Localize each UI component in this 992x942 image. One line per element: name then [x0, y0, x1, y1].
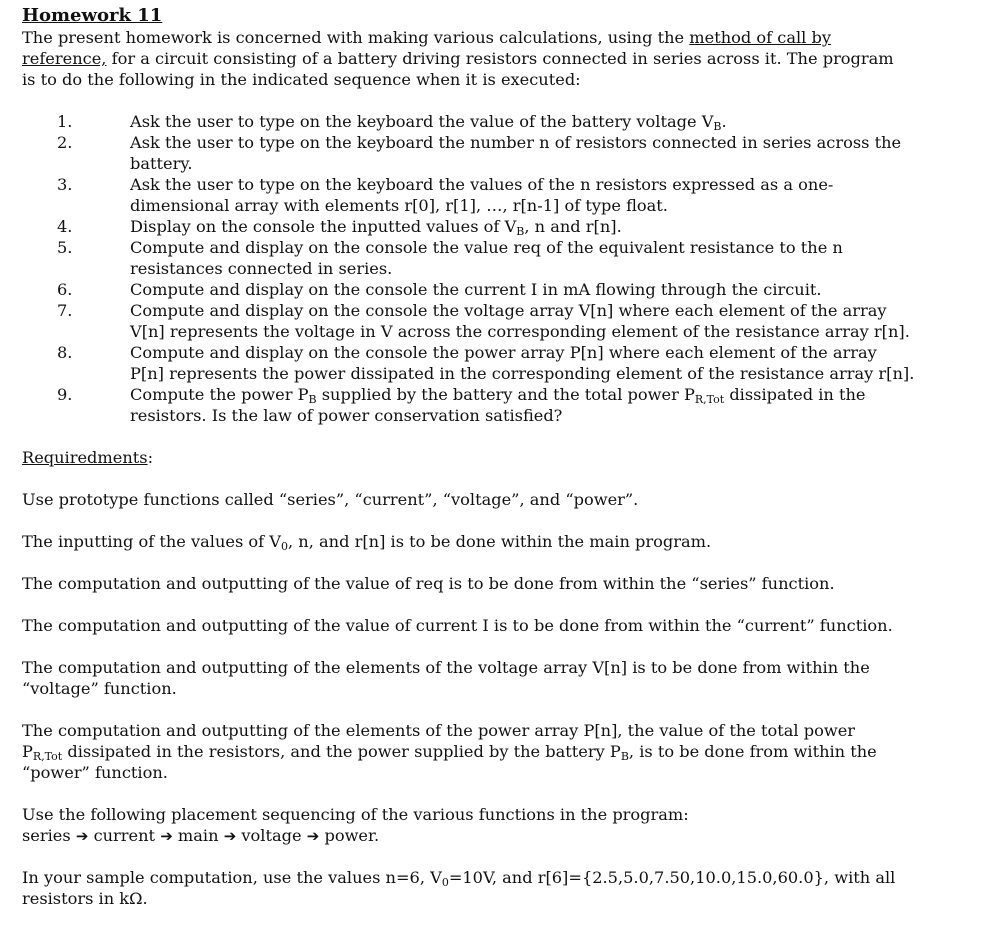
text-run: The computation and outputting of the elements of the power array P[n], the value of the total power: [22, 721, 856, 740]
subscript: R,Tot: [694, 393, 725, 406]
text-line: [130, 216, 972, 237]
text-run: Ask the user to type on the keyboard the number n of resistors connected in series across the: [130, 133, 902, 152]
requirements-heading: [22, 447, 972, 468]
list-item: [22, 300, 972, 342]
list-item: [22, 279, 972, 300]
text-line: [130, 111, 972, 132]
item-number: 3.: [57, 175, 73, 194]
requirement-paragraph: [22, 615, 972, 636]
list-item: [22, 111, 972, 132]
underlined-text: reference,: [22, 49, 107, 68]
item-text: [130, 384, 972, 426]
text-run: series: [22, 826, 76, 845]
list-item: [22, 216, 972, 237]
text-run: “voltage” function.: [22, 679, 177, 698]
requirement-paragraph: [22, 867, 972, 909]
text-line: [130, 321, 972, 342]
item-number: 7.: [57, 301, 73, 320]
arrow-right-icon: ➔: [160, 827, 173, 845]
item-text: [130, 216, 972, 237]
item-number: 1.: [57, 112, 73, 131]
text-line: [130, 237, 972, 258]
list-item: [22, 342, 972, 384]
requirement-paragraph: [22, 657, 972, 699]
item-text: [130, 300, 972, 342]
text-line: [22, 741, 972, 762]
text-run: dissipated in the: [724, 385, 866, 404]
requirement-paragraph: [22, 489, 972, 510]
item-text: [130, 342, 972, 384]
requirement-paragraph: [22, 804, 972, 846]
item-text: [130, 111, 972, 132]
arrow-right-icon: ➔: [223, 827, 237, 845]
text-run: , n, and r[n] is to be done within the main program.: [288, 532, 712, 551]
text-line: [22, 657, 972, 678]
text-line: [130, 405, 972, 426]
text-run: Ask the user to type on the keyboard the values of the n resistors expressed as a one-: [130, 175, 834, 194]
text-line: [130, 174, 972, 195]
text-run: supplied by the battery and the total power P: [316, 385, 695, 404]
text-run: =10V, and r[6]={2.5,5.0,7.50,10.0,15.0,60.0}, with all: [448, 868, 896, 887]
text-run: , is to be done from within the: [628, 742, 877, 761]
text-run: P[n] represents the power dissipated in the corresponding element of the resistance array r[n].: [130, 364, 915, 383]
requirements-list: [22, 468, 972, 909]
text-run: The present homework is concerned with making various calculations, using the: [22, 28, 690, 47]
text-line: [130, 195, 972, 216]
text-line: [22, 489, 972, 510]
underlined-text: method of call by: [689, 28, 832, 47]
text-line: [22, 825, 972, 846]
text-line: [130, 363, 972, 384]
text-line: [130, 153, 972, 174]
text-line: [22, 762, 972, 783]
text-run: dissipated in the resistors, and the power supplied by the battery P: [62, 742, 621, 761]
text-line: [22, 573, 972, 594]
text-run: Compute and display on the console the value req of the equivalent resistance to the n: [130, 238, 843, 257]
text-run: main: [172, 826, 224, 845]
text-line: [130, 132, 972, 153]
text-run: :: [147, 448, 154, 467]
text-line: [22, 447, 972, 468]
item-number: 4.: [57, 217, 73, 236]
text-run: is to do the following in the indicated sequence when it is executed:: [22, 70, 581, 89]
text-line: [130, 258, 972, 279]
steps-list: [22, 111, 972, 426]
item-number: 6.: [57, 280, 73, 299]
subscript: B: [516, 225, 525, 238]
text-line: [22, 867, 972, 888]
text-run: The computation and outputting of the elements of the voltage array V[n] is to be done from within the: [22, 658, 870, 677]
text-run: “power” function.: [22, 763, 168, 782]
item-number: 9.: [57, 385, 73, 404]
text-run: The inputting of the values of V: [22, 532, 281, 551]
subscript: 0: [281, 540, 288, 553]
text-run: The computation and outputting of the value of current I is to be done from within the “current” function.: [22, 616, 893, 635]
list-item: [22, 237, 972, 279]
list-item: [22, 384, 972, 426]
text-line: [22, 48, 972, 69]
text-run: V[n] represents the voltage in V across the corresponding element of the resistance array r[n].: [130, 322, 910, 341]
subscript: R,Tot: [32, 750, 63, 763]
item-number: 2.: [57, 133, 73, 152]
subscript: B: [620, 750, 629, 763]
text-run: , n and r[n].: [524, 217, 622, 236]
arrow-right-icon: ➔: [306, 827, 320, 845]
arrow-right-icon: ➔: [75, 827, 89, 845]
text-line: [22, 531, 972, 552]
text-line: [22, 888, 972, 909]
item-text: [130, 279, 972, 300]
text-run: current: [88, 826, 161, 845]
subscript: B: [308, 393, 317, 406]
subscript: 0: [441, 876, 449, 889]
underlined-text: Requiredments: [22, 448, 148, 467]
intro-paragraph: [22, 27, 972, 90]
text-run: resistors. Is the law of power conservation satisfied?: [130, 406, 563, 425]
text-run: battery.: [130, 154, 193, 173]
text-run: power.: [319, 826, 380, 845]
text-run: voltage: [236, 826, 307, 845]
text-line: [22, 27, 972, 48]
text-run: Ask the user to type on the keyboard the value of the battery voltage V: [130, 112, 714, 131]
text-run: Use the following placement sequencing of the various functions in the program:: [22, 805, 689, 824]
text-run: Compute the power P: [130, 385, 309, 404]
text-run: Use prototype functions called “series”, “current”, “voltage”, and “power”.: [22, 490, 639, 509]
text-line: [130, 384, 972, 405]
item-number: 5.: [57, 238, 73, 257]
text-run: In your sample computation, use the values n=6, V: [22, 868, 442, 887]
item-text: [130, 174, 972, 216]
text-line: [130, 279, 972, 300]
requirement-paragraph: [22, 573, 972, 594]
item-text: [130, 132, 972, 174]
text-line: [22, 804, 972, 825]
text-run: dimensional array with elements r[0], r[1], …, r[n-1] of type float.: [130, 196, 668, 215]
text-run: Display on the console the inputted values of V: [130, 217, 517, 236]
text-line: [22, 69, 972, 90]
text-run: .: [721, 112, 727, 131]
page-title: Homework 11: [22, 5, 163, 26]
homework-document: [22, 5, 972, 909]
subscript: B: [713, 120, 722, 133]
text-run: Compute and display on the console the power array P[n] where each element of the array: [130, 343, 877, 362]
text-run: The computation and outputting of the value of req is to be done from within the “series” function.: [22, 574, 835, 593]
text-run: for a circuit consisting of a battery driving resistors connected in series across it. The program: [106, 49, 894, 68]
text-line: [130, 300, 972, 321]
text-run: P: [22, 742, 33, 761]
text-line: [22, 615, 972, 636]
list-item: [22, 174, 972, 216]
text-line: [130, 342, 972, 363]
item-number: 8.: [57, 343, 73, 362]
text-run: Compute and display on the console the current I in mA flowing through the circuit.: [130, 280, 822, 299]
item-text: [130, 237, 972, 279]
list-item: [22, 132, 972, 174]
text-line: [22, 720, 972, 741]
text-run: resistors in kΩ.: [22, 889, 148, 908]
requirement-paragraph: [22, 531, 972, 552]
text-line: [22, 678, 972, 699]
text-run: Compute and display on the console the voltage array V[n] where each element of the array: [130, 301, 887, 320]
text-run: resistances connected in series.: [130, 259, 393, 278]
requirement-paragraph: [22, 720, 972, 783]
